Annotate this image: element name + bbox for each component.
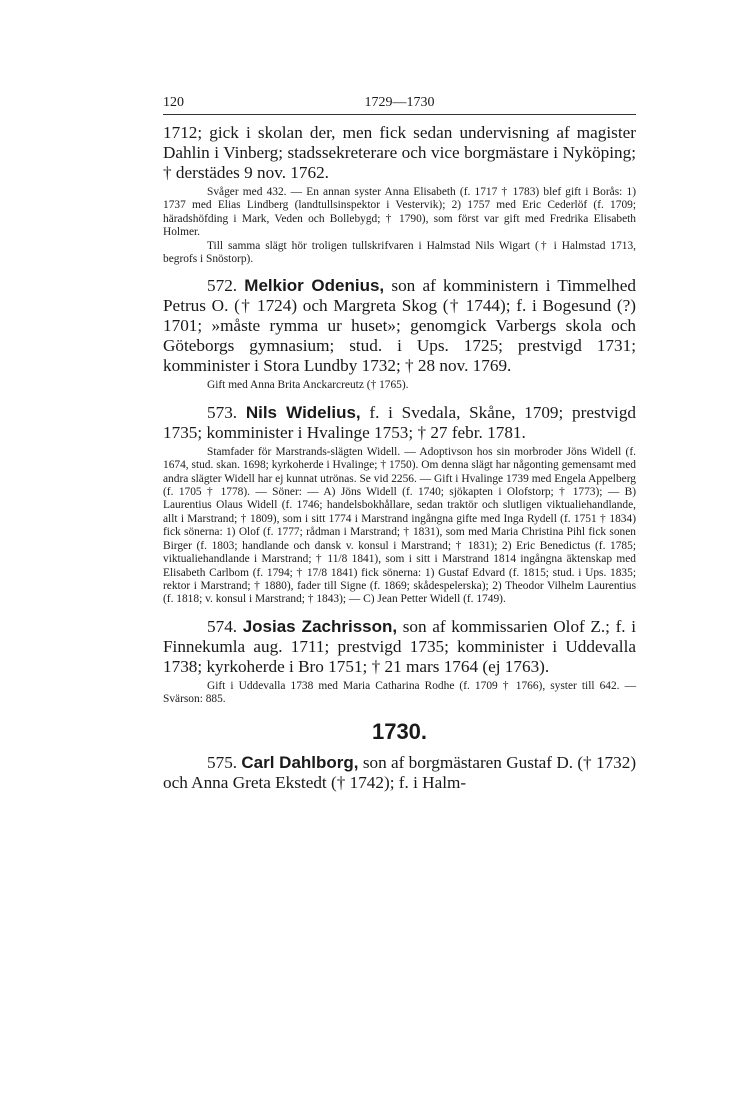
entry-573-number: 573. [207,402,238,422]
entry-575-text: son af borgmästaren Gustaf D. († 1732) och Anna Greta Ekstedt († 1742); f. i Halm- [163,752,637,792]
entry-573 [163,403,636,443]
entry-572-number: 572. [207,276,238,296]
running-header [163,92,636,115]
entry-572-name: Melkior Odenius, [244,276,385,296]
entry-573-note: Stamfader för Marstrands-slägten Widell. — Adoptivson hos sin morbroder Jöns Widell (f. 1674, stud. skan. 1698; kyrkoherde i Hvalinge; † 1750). Om denna slägt har någonting gemensamt med andra slägter Widell har ej kunnat utrönas. Se vid 2256. — Gift i Hvalinge 1739 med Engela Appelberg (f. 1705 † 1778). — Söner: — A) Jöns Widell (f. 1740; sjökapten i Olofstorp; † 1773); — B) Laurentius Olaus Widell (f. 1746; handelsbokhållare, sedan traktör och slutligen viktualiehandlande, allt i Marstrand; † 1809), som i sitt 1774 i Marstrand ingångna gifte med Inga Rydell (f. 1751 † 1834) fick sönerna: 1) Olof (f. 1777; rådman i Marstrand; † 1831), som med Maria Christina Pihl fick sonen Birger (f. 1803; handlande och dansk v. konsul i Marstrand; † 1831); 2) Eric Benedictus (f. 1785; viktualiehandlande i Marstrand; † 11/8 1841), som i sitt i Marstrand 1814 ingångna äktenskap med Elisabeth Carlbom (f. 1794; † 17/8 1841) fick sönerna: 1) Gustaf Edvard (f. 1815; stud. i Ups. 1835; rektor i Marstrand; † 1880), fader till Signe (f. 1869; skådespelerska); 2) Theodor Vilhelm Laurentius (f. 1818; v. konsul i Marstrand; † 1843); — C) Jean Petter Widell (f. 1749). [163,445,636,606]
entry-574-text: son af kommissarien Olof Z.; f. i Finnekumla aug. 1711; prestvigd 1735; komminister i Uddevalla 1738; kyrkoherde i Bro 1751; † 21 mars 1764 (ej 1763). [163,616,637,676]
entry-575-number: 575. [207,752,238,772]
entry-571-note-2: Till samma slägt hör troligen tullskrifvaren i Halmstad Nils Wigart († i Halmstad 1713, begrofs i Snöstorp). [163,239,636,266]
entry-571-continuation: 1712; gick i skolan der, men fick sedan undervisning af magister Dahlin i Vinberg; stadssekreterare och vice borgmästare i Nyköping; † derstädes 9 nov. 1762. [163,123,636,182]
entry-574-note: Gift i Uddevalla 1738 med Maria Catharina Rodhe (f. 1709 † 1766), syster till 642. — Svärson: 885. [163,679,636,706]
entry-575 [163,753,636,793]
entry-573-text: f. i Svedala, Skåne, 1709; prestvigd 1735; komminister i Hvalinge 1753; † 27 febr. 1781. [163,402,637,442]
header-title: 1729—1730 [364,95,435,110]
entry-572-text: son af komministern i Timmelhed Petrus O. († 1724) och Margreta Skog († 1744); f. i Bogesund (?) 1701; »måste rymma ur huset»; genomgick Varbergs skola och Göteborgs gymnasium; stud. i Ups. 1725; prestvigd 1731; komminister i Stora Lundby 1732; † 28 nov. 1769. [163,276,636,376]
entry-574-name: Josias Zachrisson, [242,616,398,636]
year-heading: 1730. [371,718,428,744]
entry-574-number: 574. [207,616,238,636]
entry-572-note: Gift med Anna Brita Anckarcreutz († 1765). [207,379,409,392]
entry-575-name: Carl Dahlborg, [241,752,359,772]
page-number: 120 [163,95,184,110]
entry-571-note-1: Svåger med 432. — En annan syster Anna Elisabeth (f. 1717 † 1783) blef gift i Borås: 1) 1737 med Elias Lindberg (landtullsinspektor i Vestervik); 2) 1757 med Eric Cederlöf (f. 1709; häradshöfding i Mark, Veden och Bollebygd; † 1790), som först var gift med Fredrika Elisabeth Holmer. [163,186,636,239]
book-page [163,92,636,793]
entry-574 [163,617,636,677]
entry-573-name: Nils Widelius, [245,402,361,422]
entry-572 [163,276,636,376]
